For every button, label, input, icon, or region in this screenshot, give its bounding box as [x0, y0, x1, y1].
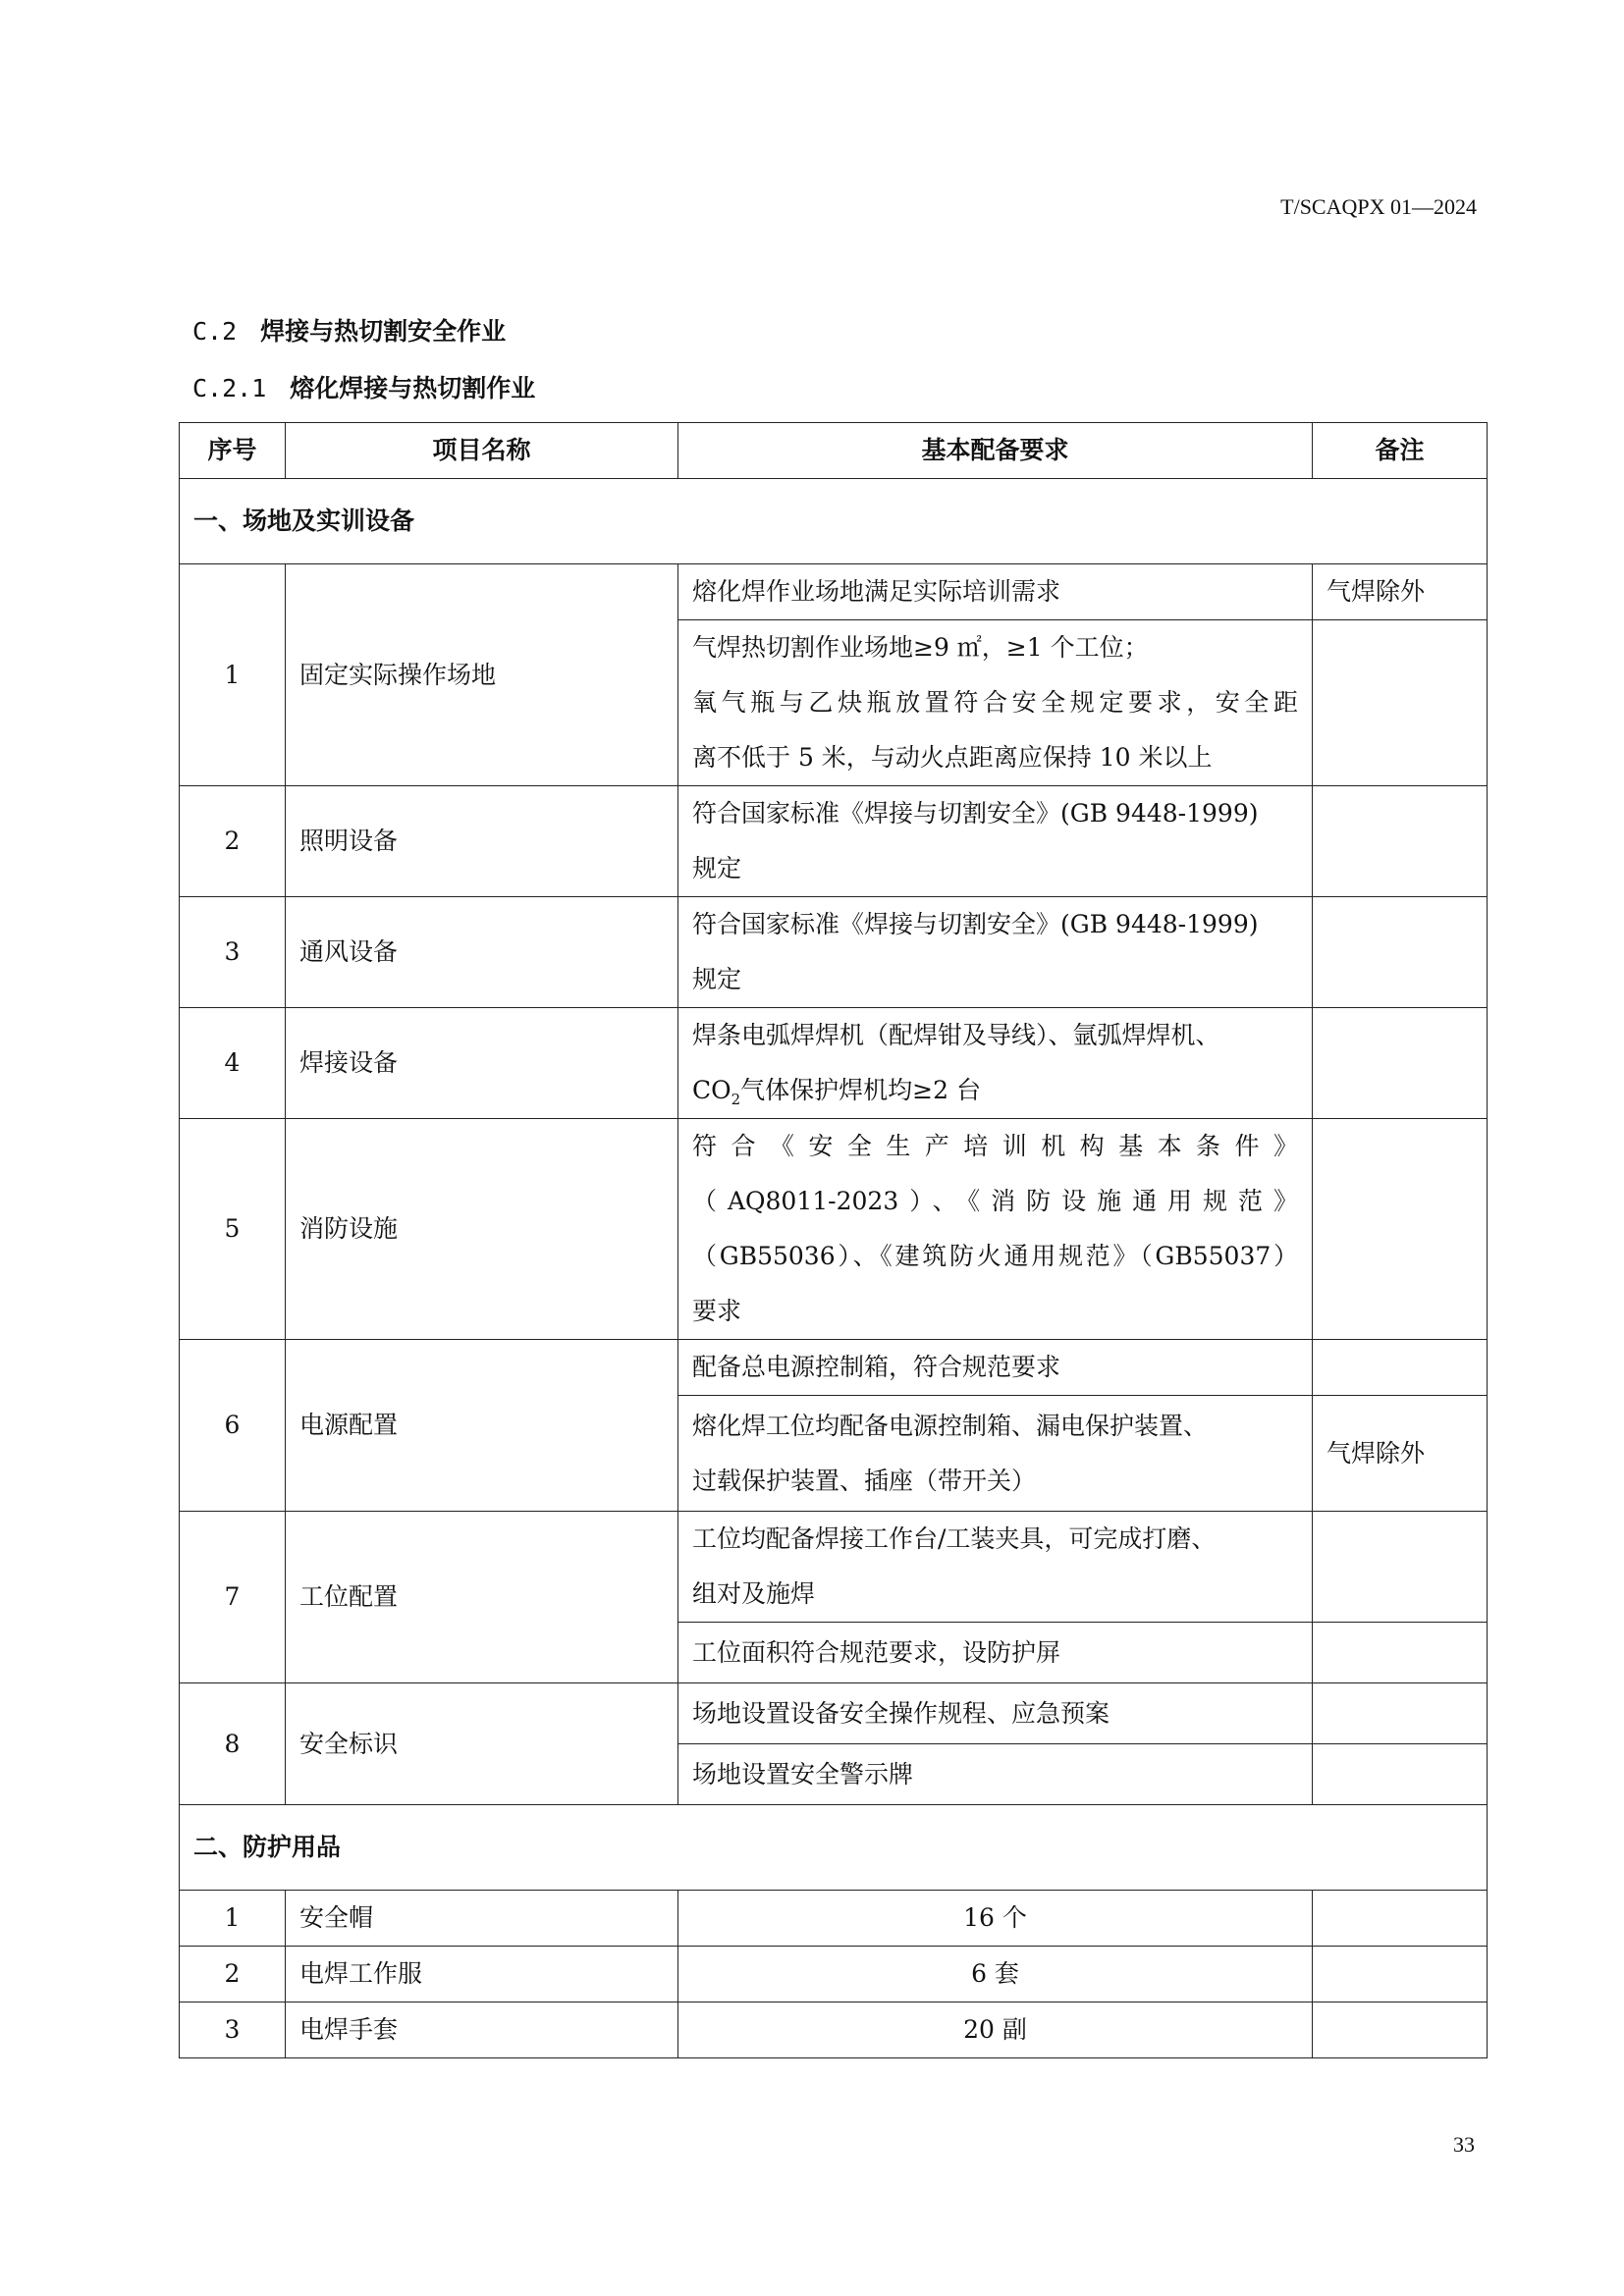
co2-formula: CO — [692, 1076, 731, 1104]
requirement-text: 气体保护焊机均≥2 台 — [740, 1076, 981, 1104]
table-row — [180, 1512, 1488, 1623]
column-header: 备注 — [1313, 423, 1488, 479]
table-row — [180, 1683, 1488, 1744]
requirement — [678, 786, 1313, 897]
requirement — [678, 1396, 1313, 1512]
row-number: 3 — [180, 2002, 286, 2058]
row-number: 5 — [180, 1119, 286, 1340]
item-name: 消防设施 — [286, 1119, 678, 1340]
row-number: 4 — [180, 1008, 286, 1119]
item-name: 电焊手套 — [286, 2002, 678, 2058]
requirement-line: 符合国家标准《焊接与切割安全》(GB 9448-1999) — [692, 799, 1259, 828]
requirement: 工位面积符合规范要求，设防护屏 — [678, 1623, 1313, 1683]
requirement-line: 熔化焊工位均配备电源控制箱、漏电保护装置、 — [692, 1411, 1209, 1440]
note — [1313, 1947, 1488, 2002]
table-header-row — [180, 423, 1488, 479]
requirement-line: （AQ8011-2023）、《消防设施通用规范》 — [692, 1187, 1298, 1215]
note — [1313, 1340, 1488, 1396]
requirement — [678, 620, 1313, 786]
item-name: 电焊工作服 — [286, 1947, 678, 2002]
requirement: 场地设置安全警示牌 — [678, 1744, 1313, 1805]
item-name: 电源配置 — [286, 1340, 678, 1512]
column-header: 基本配备要求 — [678, 423, 1313, 479]
requirement-line: 要求 — [692, 1297, 742, 1325]
table-row — [180, 1340, 1488, 1396]
requirement — [678, 897, 1313, 1008]
table-row — [180, 1891, 1488, 1947]
note — [1313, 1683, 1488, 1744]
quantity: 6 套 — [678, 1947, 1313, 2002]
requirement-line: 符合《安全生产培训机构基本条件》 — [692, 1132, 1298, 1160]
requirement-line: 气焊热切割作业场地≥9 ㎡，≥1 个工位； — [692, 633, 1149, 662]
row-number: 2 — [180, 1947, 286, 2002]
table-row — [180, 786, 1488, 897]
item-name: 照明设备 — [286, 786, 678, 897]
note: 气焊除外 — [1313, 1396, 1488, 1512]
requirement-line: 规定 — [692, 854, 742, 882]
column-header: 序号 — [180, 423, 286, 479]
item-name: 安全帽 — [286, 1891, 678, 1947]
requirement-line: 工位均配备焊接工作台/工装夹具，可完成打磨、 — [692, 1524, 1217, 1553]
table-row — [180, 1008, 1488, 1119]
section-row — [180, 479, 1488, 564]
requirement — [678, 1119, 1313, 1340]
section-heading-c21 — [192, 369, 535, 404]
requirement-line: 离不低于 5 米，与动火点距离应保持 10 米以上 — [692, 743, 1213, 772]
item-name: 安全标识 — [286, 1683, 678, 1805]
row-number: 7 — [180, 1512, 286, 1683]
note — [1313, 786, 1488, 897]
heading-number: C.2.1 — [192, 374, 267, 402]
heading-text: 焊接与热切割安全作业 — [260, 317, 507, 346]
item-name: 通风设备 — [286, 897, 678, 1008]
row-number: 3 — [180, 897, 286, 1008]
section-row — [180, 1805, 1488, 1891]
requirement-line: （GB55036）、《建筑防火通用规范》（GB55037） — [692, 1242, 1298, 1270]
note: 气焊除外 — [1313, 564, 1488, 620]
requirement-line: 氧气瓶与乙炔瓶放置符合安全规定要求，安全距 — [692, 688, 1298, 717]
requirement: 熔化焊作业场地满足实际培训需求 — [678, 564, 1313, 620]
requirement: 配备总电源控制箱，符合规范要求 — [678, 1340, 1313, 1396]
requirement-line: 符合国家标准《焊接与切割安全》(GB 9448-1999) — [692, 910, 1259, 938]
table-row — [180, 1119, 1488, 1340]
heading-text: 熔化焊接与热切割作业 — [290, 374, 536, 402]
requirement-line: 焊条电弧焊焊机（配焊钳及导线）、氩弧焊焊机、 — [692, 1021, 1220, 1049]
requirement: 场地设置设备安全操作规程、应急预案 — [678, 1683, 1313, 1744]
table-row — [180, 897, 1488, 1008]
item-name: 工位配置 — [286, 1512, 678, 1683]
quantity: 16 个 — [678, 1891, 1313, 1947]
note — [1313, 1891, 1488, 1947]
requirement-line: 规定 — [692, 965, 742, 993]
note — [1313, 897, 1488, 1008]
note — [1313, 2002, 1488, 2058]
item-name: 焊接设备 — [286, 1008, 678, 1119]
item-name: 固定实际操作场地 — [286, 564, 678, 786]
row-number: 8 — [180, 1683, 286, 1805]
requirement-line: 组对及施焊 — [692, 1579, 816, 1608]
document-id: T/SCAQPX 01—2024 — [1280, 194, 1477, 219]
requirement — [678, 1008, 1313, 1119]
note — [1313, 1623, 1488, 1683]
row-number: 2 — [180, 786, 286, 897]
note — [1313, 620, 1488, 786]
row-number: 1 — [180, 1891, 286, 1947]
requirement-line: 过载保护装置、插座（带开关） — [692, 1466, 1037, 1495]
quantity: 20 副 — [678, 2002, 1313, 2058]
note — [1313, 1744, 1488, 1805]
requirement — [678, 1512, 1313, 1623]
note — [1313, 1008, 1488, 1119]
section-title: 一、场地及实训设备 — [180, 479, 1488, 564]
row-number: 6 — [180, 1340, 286, 1512]
section-heading-c2 — [192, 312, 506, 347]
page-number: 33 — [1453, 2132, 1475, 2157]
row-number: 1 — [180, 564, 286, 786]
column-header: 项目名称 — [286, 423, 678, 479]
table-row — [180, 564, 1488, 620]
note — [1313, 1119, 1488, 1340]
table-row — [180, 2002, 1488, 2058]
note — [1313, 1512, 1488, 1623]
co2-subscript: 2 — [731, 1091, 741, 1108]
requirement-line — [692, 1063, 1298, 1118]
section-title: 二、防护用品 — [180, 1805, 1488, 1891]
equipment-requirements-table — [179, 422, 1488, 2058]
heading-number: C.2 — [192, 317, 238, 346]
table-row — [180, 1947, 1488, 2002]
